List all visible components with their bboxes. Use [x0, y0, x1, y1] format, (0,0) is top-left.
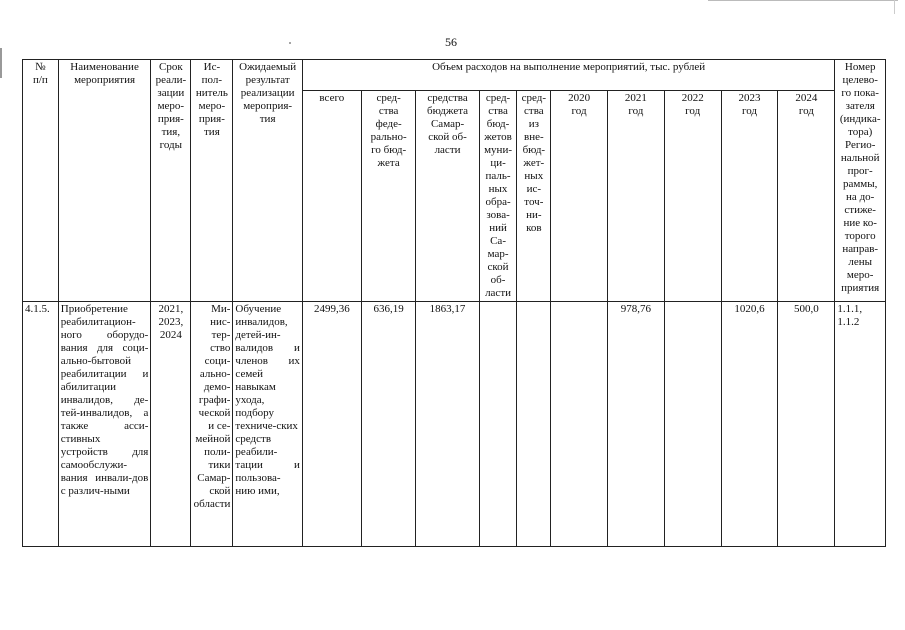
scan-artifact-dot: [289, 42, 291, 44]
row-bud: 1863,17: [416, 302, 479, 547]
header-rez: Ожидаемый результат реализации мероприя- тия: [233, 60, 302, 302]
header-isp: Ис- пол- нитель меро- прия- тия: [191, 60, 233, 302]
row-srok: 2021, 2023, 2024: [151, 302, 191, 547]
row-y2022: [664, 302, 721, 547]
scan-artifact-edge: [894, 0, 895, 14]
row-vsego: 2499,36: [302, 302, 361, 547]
header-vsego: всего: [302, 91, 361, 302]
scan-artifact-line: [708, 0, 898, 1]
row-indicator: 1.1.1, 1.1.2: [835, 302, 886, 547]
row-y2021: 978,76: [607, 302, 664, 547]
row-num: 4.1.5.: [23, 302, 59, 547]
header-vne: сред- ства из вне- бюд- жет- ных ис- точ- ни- ков: [517, 91, 551, 302]
scan-artifact-left-edge: [0, 48, 2, 78]
header-num: № п/п: [23, 60, 59, 302]
row-name: Приобретение реабилитацион-ного оборудо-вания для соци-ально-бытовой реабилитации и абилитации инвалидов, де-тей-инвалидов, а также асси-стивных устройств для самообслужи-вания инвали-дов с различ-ными: [58, 302, 151, 547]
table-row: [23, 302, 886, 547]
row-y2020: [551, 302, 608, 547]
header-obem: Объем расходов на выполнение мероприятий, тыс. рублей: [302, 60, 835, 91]
row-rez: Обучение инвалидов, детей-ин-валидов и членов их семей навыкам ухода, подбору техниче-ских средств реабили-тации и пользова-нию ими,: [233, 302, 302, 547]
header-row-1: [23, 60, 886, 91]
header-year-2021: 2021 год: [607, 91, 664, 302]
header-year-2020: 2020 год: [551, 91, 608, 302]
row-isp: Ми- нис- тер- ство соци- ально- демо- графи- ческой и се- мейной поли- тики Самар- ской области: [191, 302, 233, 547]
header-bud: средства бюджета Самар- ской об- ласти: [416, 91, 479, 302]
header-mun: сред- ства бюд- жетов муни- ци- паль- ных обра- зова- ний Са- мар- ской об- ласти: [479, 91, 517, 302]
header-fed: сред- ства феде- рально- го бюд- жета: [361, 91, 416, 302]
page-number: 56: [445, 35, 457, 49]
header-year-2022: 2022 год: [664, 91, 721, 302]
row-mun: [479, 302, 517, 547]
header-indicator: Номер целево- го пока- зателя (индика- тора) Регио- нальной прог- раммы, на до- стиже- ние ко- торого направ- лены меро- приятия: [835, 60, 886, 302]
row-vne: [517, 302, 551, 547]
header-name: Наименование мероприятия: [58, 60, 151, 302]
header-srok: Срок реали- зации меро- прия- тия, годы: [151, 60, 191, 302]
measures-table: [22, 59, 886, 547]
header-year-2023: 2023 год: [721, 91, 778, 302]
row-y2023: 1020,6: [721, 302, 778, 547]
row-fed: 636,19: [361, 302, 416, 547]
row-y2024: 500,0: [778, 302, 835, 547]
header-year-2024: 2024 год: [778, 91, 835, 302]
